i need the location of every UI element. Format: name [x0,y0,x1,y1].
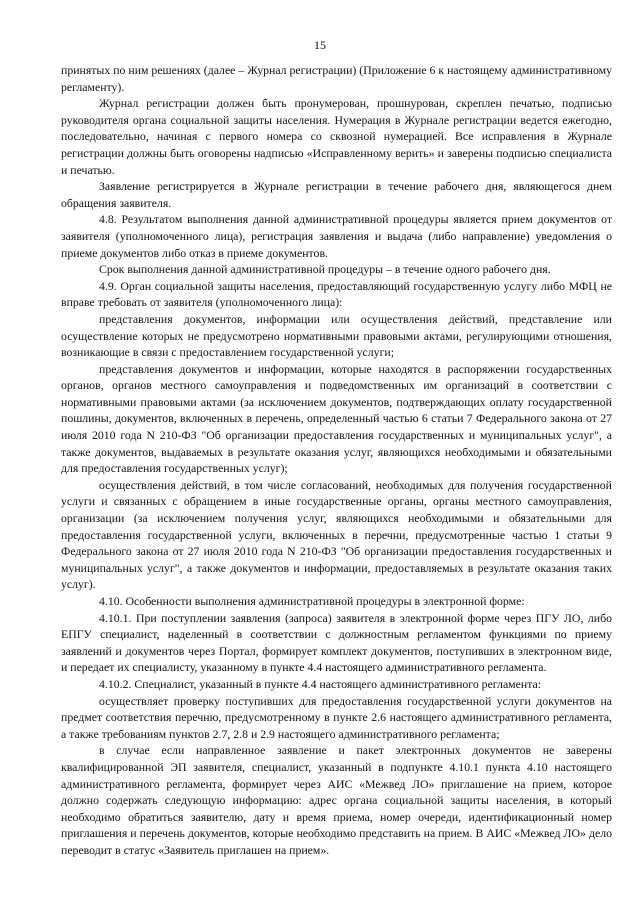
paragraph: представления документов и информации, которые находятся в распоряжении государственных органов, органов местного самоуправления и подведомственных им организаций в соответствии с нормативными правовыми актами (за исключением документов, подтверждающих оплату государственной пошлины, документов, включенных в перечень, определенный частью 6 статьи 7 Федерального закона от 27 июля 2010 года N 210-ФЗ "Об организации предоставления государственных и муниципальных услуг", а также документов, выдаваемых в результате оказания услуг, являющихся необходимыми и обязательными для предоставления государственных услуг); [61,361,612,476]
paragraph: 4.10. Особенности выполнения административной процедуры в электронной форме: [99,594,525,608]
paragraph: принятых по ним решениях (далее – Журнал регистрации) (Приложение 6 к настоящему административному регламенту). [61,63,612,94]
paragraph: представления документов, информации или осуществления действий, представление или осуществление которых не предусмотрено нормативными правовыми актами, регулирующими отношения, возникающие в связи с предоставлением государственной услуги; [61,311,612,360]
paragraph: 4.10.2. Специалист, указанный в пункте 4.4 настоящего административного регламента: [99,676,542,691]
paragraph: в случае если направленное заявление и пакет электронных документов не заверены квалифицированной ЭП заявителя, специалист, указанный в подпункте 4.10.1 пункта 4.10 настоящего административного регламента, формирует через АИС «Межвед ЛО» приглашение на прием, которое должно содержать следующую информацию: адрес органа социальной защиты населения, в который необходимо обратиться заявителю, дату и время приема, номер очереди, идентификационный номер приглашения и перечень документов, которые необходимо представить на прием. В АИС «Межвед ЛО» дело переводит в статус «Заявитель приглашен на прием». [61,743,612,857]
paragraph: осуществляет проверку поступивших для предоставления государственной услуги документов на предмет соответствия перечню, предусмотренному в пункте 2.6 настоящего административного регламента, а также требованиям пунктов 2.7, 2.8 и 2.9 настоящего административного регламента; [61,693,612,741]
paragraph: Заявление регистрируется в Журнале регистрации в течение рабочего дня, являющегося днем обращения заявителя. [61,179,612,210]
page-number: 15 [314,38,326,52]
paragraph: 4.10.1. При поступлении заявления (запроса) заявителя в электронной форме через ПГУ ЛО, либо ЕПГУ специалист, наделенный в соответствии с должностным регламентом функциями по приему заявлений и документов через Портал, формирует комплект документов, поступивших в электронном виде, и передает их специалисту, указанному в пункте 4.4 настоящего административного регламента. [61,610,612,675]
paragraph: 4.8. Результатом выполнения данной административной процедуры является прием документов от заявителя (уполномоченного лица), регистрация заявления и выдача (либо направление) уведомления о приеме документов либо отказ в приеме документов. [61,212,612,260]
paragraph: Журнал регистрации должен быть пронумерован, прошнурован, скреплен печатью, подписью руководителя органа социальной защиты населения. Нумерация в Журнале регистрации ведется ежегодно, последовательно, начиная с первого номера со сквозной нумерацией. Все исправления в Журнале регистрации должны быть оговорены надписью «Исправленному верить» и заверены подписью специалиста и печатью. [61,96,612,177]
paragraph: 4.9. Орган социальной защиты населения, предоставляющий государственную услугу либо МФЦ не вправе требовать от заявителя (уполномоченного лица): [61,278,612,310]
paragraph: Срок выполнения данной административной процедуры – в течение одного рабочего дня. [99,262,551,277]
document-body [61,62,612,859]
paragraph: осуществления действий, в том числе согласований, необходимых для получения государственной услуги и связанных с обращением в иные государственные органы, органы местного самоуправления, организации (за исключением получения услуг, являющихся необходимыми и обязательными для предоставления государственной услуги, включенных в перечни, предусмотренные частью 1 статьи 9 Федерального закона от 27 июля 2010 года N 210-ФЗ "Об организации предоставления государственных и муниципальных услуг", а также документов и информации, предоставляемых в результате оказания таких услуг). [61,477,612,592]
